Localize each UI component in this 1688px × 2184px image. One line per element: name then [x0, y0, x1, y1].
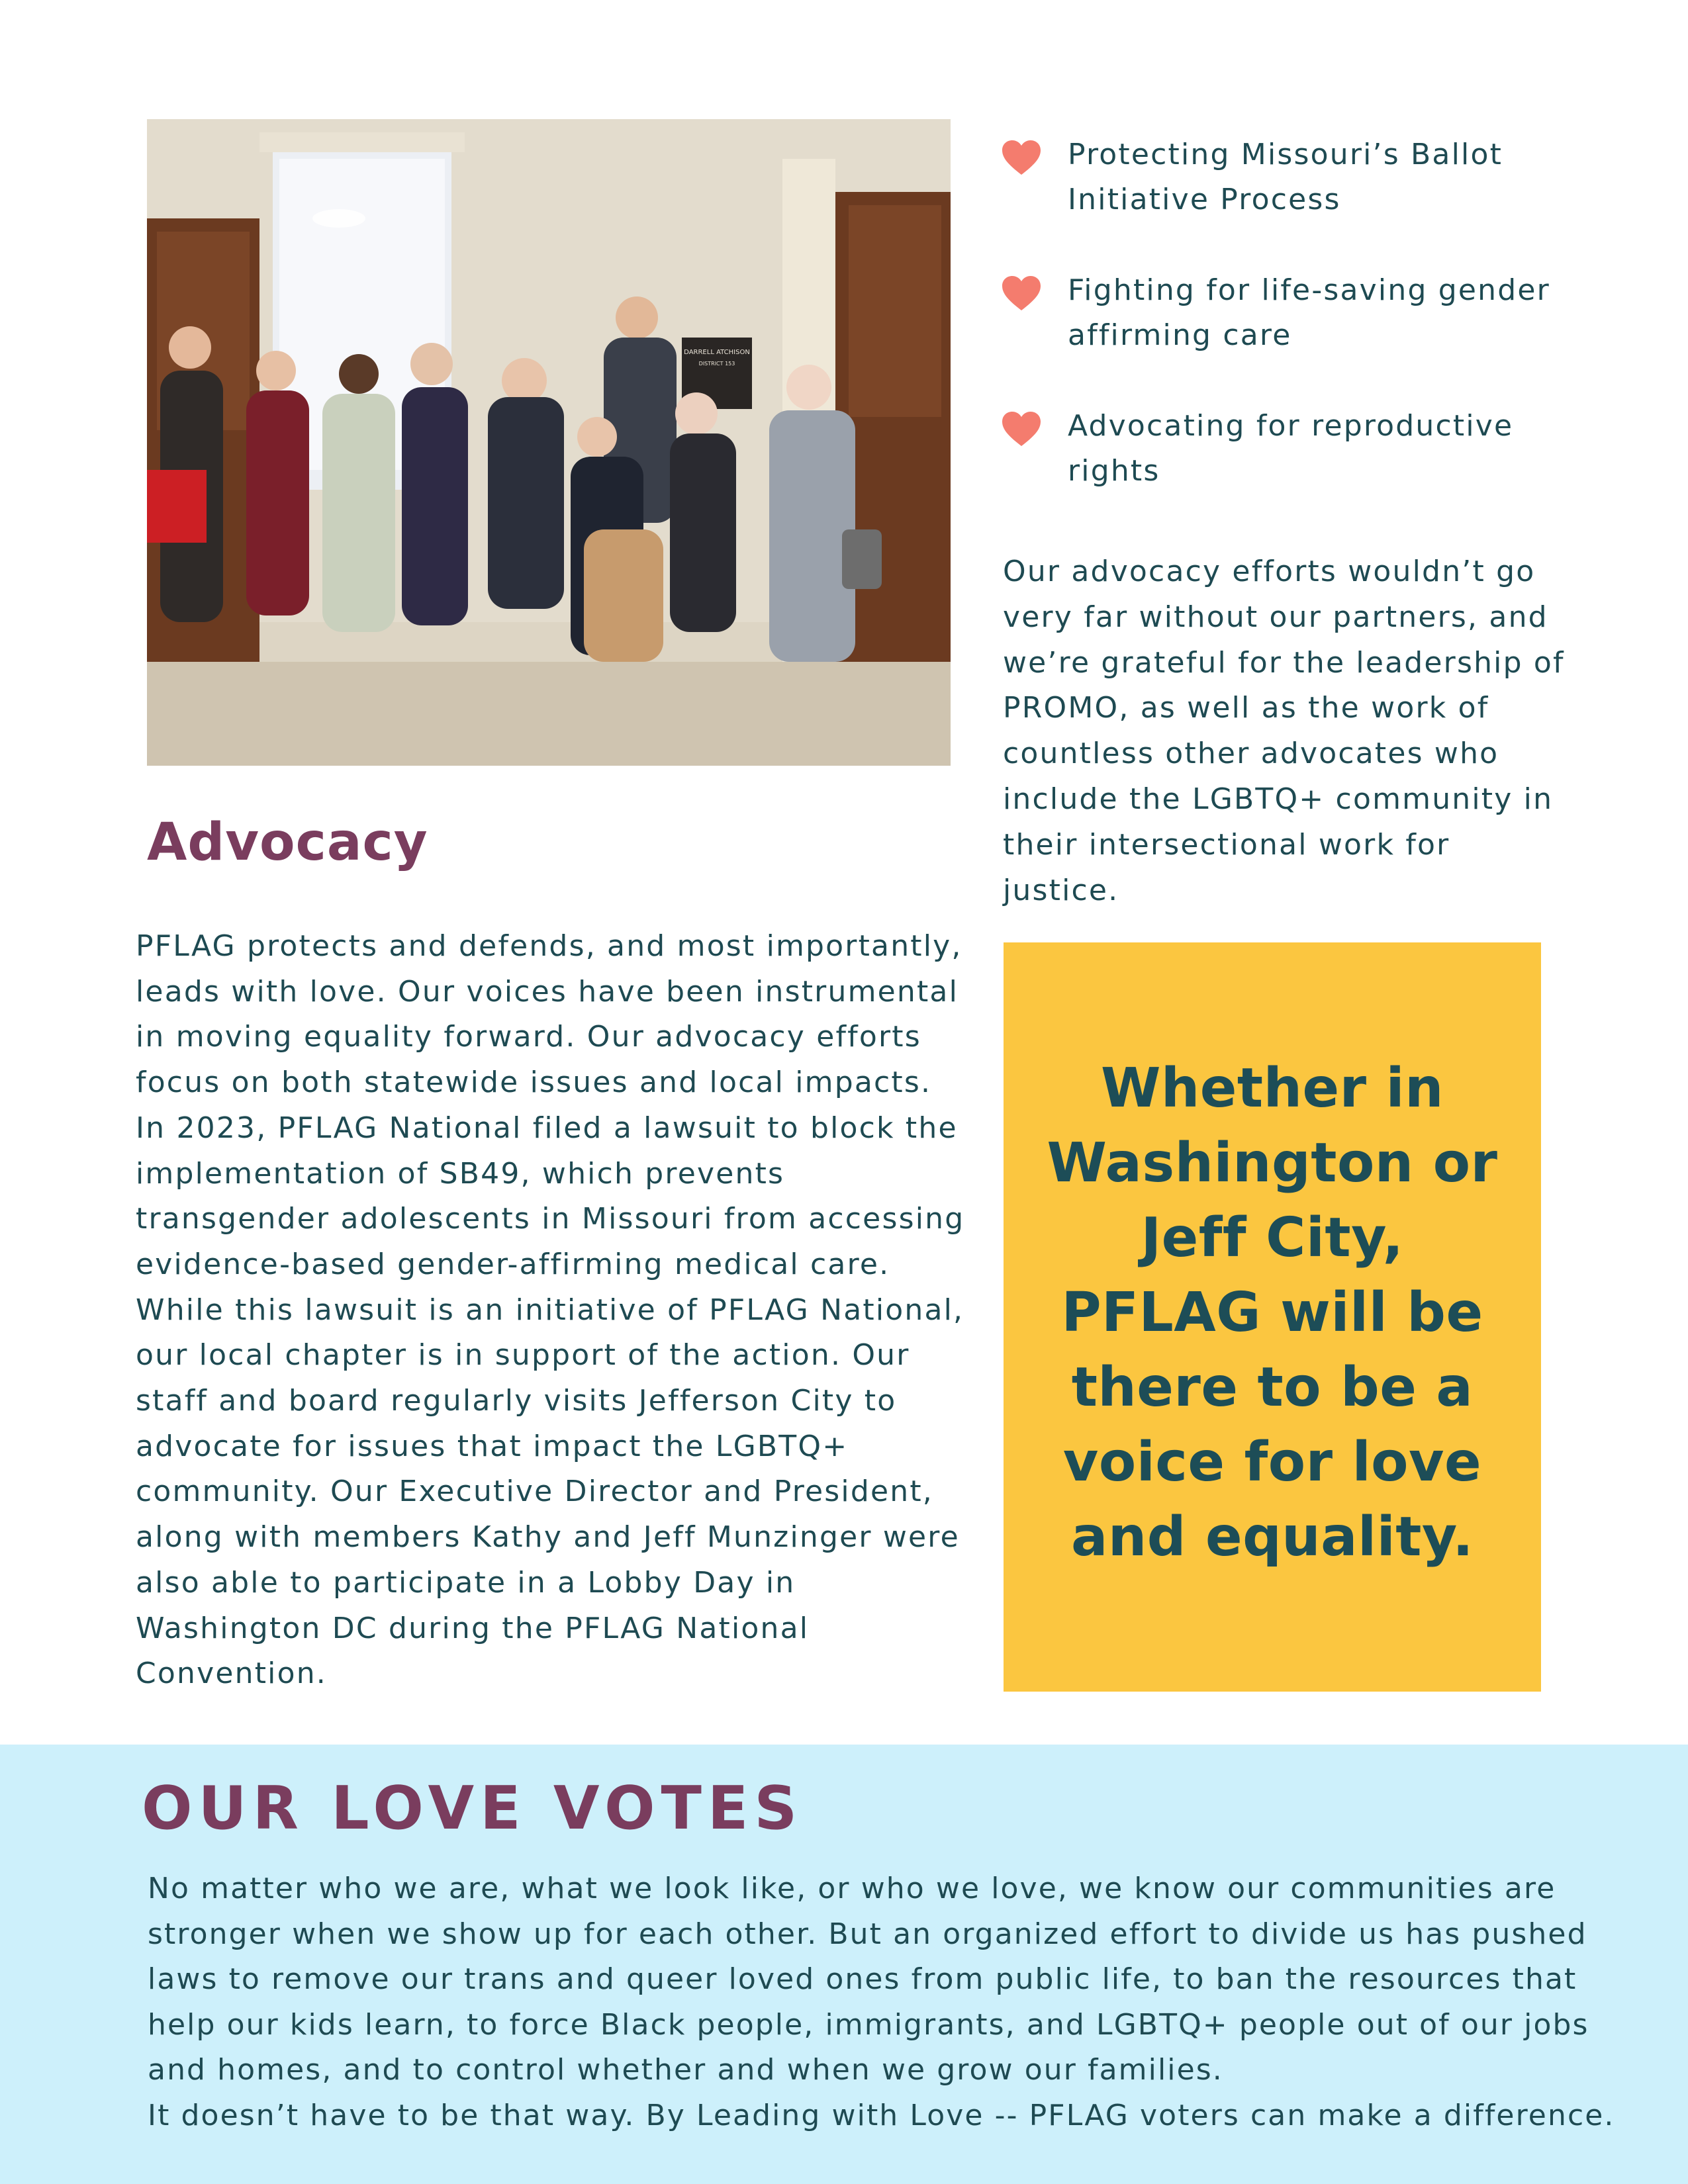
- priority-text: Protecting Missouri’s Ballot Initiative Process: [1068, 138, 1503, 216]
- door-sign-name: DARRELL ATCHISON: [684, 349, 750, 356]
- heart-icon: [1001, 275, 1042, 312]
- heart-icon: [1001, 139, 1042, 176]
- list-item: [1001, 268, 1570, 358]
- partners-paragraph: Our advocacy efforts wouldn’t go very far without our partners, and we’re grateful for the leadership of PROMO, as well as the work of countless other advocates who include the LGBTQ+ community in their intersectional work for justice.: [1003, 555, 1565, 907]
- group-photo: [147, 119, 951, 766]
- heart-icon: [1001, 410, 1042, 447]
- priority-text: Advocating for reproductive rights: [1068, 409, 1514, 488]
- group-photo-illustration: [147, 119, 951, 766]
- advocacy-heading: Advocacy: [147, 813, 428, 872]
- list-item: [1001, 404, 1570, 494]
- priority-text: Fighting for life-saving gender affirming care: [1068, 273, 1550, 352]
- love-votes-body: [148, 1866, 1630, 2138]
- quote-text: Whether in Washington or Jeff City, PFLAG will be there to be a voice for love and equality.: [1047, 1056, 1498, 1569]
- advocacy-body: PFLAG protects and defends, and most importantly, leads with love. Our voices have been instrumental in moving equality forward. Our advocacy efforts focus on both statewide issues and local impacts. In 2023, PFLAG National filed a lawsuit to block the implementation of SB49, which prevents transgender adolescents in Missouri from accessing evidence-based gender-affirming medical care. While this lawsuit is an initiative of PFLAG National, our local chapter is in support of the action. Our staff and board regularly visits Jefferson City to advocate for issues that impact the LGBTQ+ community. Our Executive Director and President, along with members Kathy and Jeff Munzinger were also able to participate in a Lobby Day in Washington DC during the PFLAG National Convention.: [136, 929, 965, 1691]
- list-item: [1001, 132, 1570, 222]
- love-votes-paragraph: No matter who we are, what we look like, or who we love, we know our communities are stronger when we show up for each other. But an organized effort to divide us has pushed laws to remove our trans and queer loved ones from public life, to ban the resources that help our kids learn, to force Black people, immigrants, and LGBTQ+ people out of our jobs and homes, and to control whether and when we grow our families.: [148, 1872, 1589, 2087]
- door-sign-district: DISTRICT 153: [698, 361, 735, 367]
- love-votes-paragraph: It doesn’t have to be that way. By Leading with Love -- PFLAG voters can make a difference.: [148, 2098, 1615, 2132]
- priorities-list: [1001, 132, 1570, 539]
- quote-callout: [1004, 942, 1541, 1692]
- love-votes-heading: OUR LOVE VOTES: [142, 1774, 804, 1843]
